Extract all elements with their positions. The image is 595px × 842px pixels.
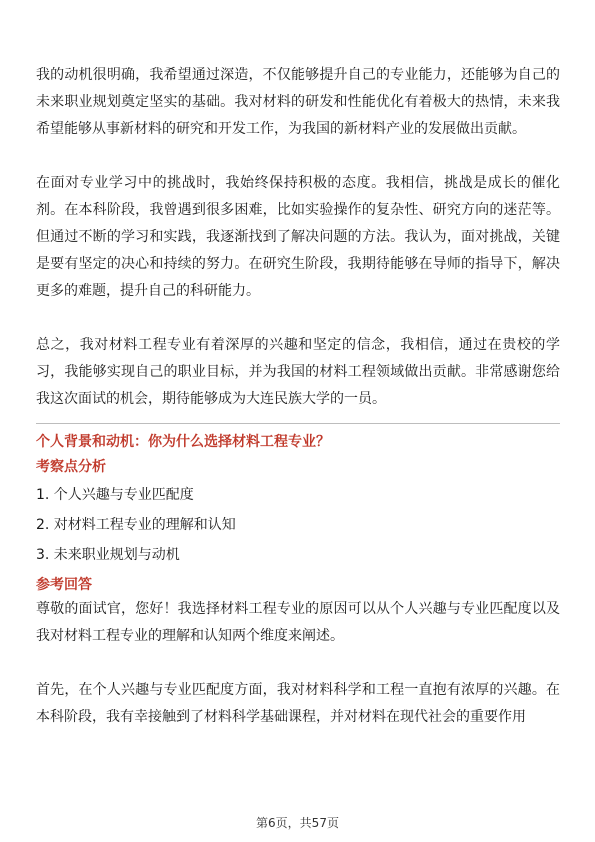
body-paragraph-motivation: 我的动机很明确，我希望通过深造，不仅能够提升自己的专业能力，还能够为自己的未来职业规划奠定坚实的基础。我对材料的研发和性能优化有着极大的热情，未来我希望能够从事新材料的研究和开发工作，为我国的新材料产业的发展做出贡献。 xyxy=(36,67,560,137)
answer-heading: 参考回答 xyxy=(36,577,92,593)
body-paragraph-challenges: 在面对专业学习中的挑战时，我始终保持积极的态度。我相信，挑战是成长的催化剂。在本科阶段，我曾遇到很多困难，比如实验操作的复杂性、研究方向的迷茫等。但通过不断的学习和实践，我逐渐找到了解决问题的方法。我认为，面对挑战，关键是要有坚定的决心和持续的努力。在研究生阶段，我期待能够在导师的指导下，解决更多的难题，提升自己的科研能力。 xyxy=(36,175,560,299)
body-paragraph-conclusion: 总之，我对材料工程专业有着深厚的兴趣和坚定的信念，我相信，通过在贵校的学习，我能够实现自己的职业目标，并为我国的材料工程领域做出贡献。非常感谢您给我这次面试的机会，期待能够成为大连民族大学的一员。 xyxy=(36,337,560,407)
page-content xyxy=(36,62,560,731)
analysis-item: 1. 个人兴趣与专业匹配度 xyxy=(36,487,194,503)
answer-paragraph-first: 首先，在个人兴趣与专业匹配度方面，我对材料科学和工程一直抱有浓厚的兴趣。在本科阶段，我有幸接触到了材料科学基础课程，并对材料在现代社会的重要作用 xyxy=(36,682,560,725)
analysis-heading: 考察点分析 xyxy=(36,459,106,475)
answer-paragraph-intro: 尊敬的面试官，您好！我选择材料工程专业的原因可以从个人兴趣与专业匹配度以及我对材料工程专业的理解和认知两个维度来阐述。 xyxy=(36,601,560,644)
analysis-item: 2. 对材料工程专业的理解和认知 xyxy=(36,517,236,533)
question-title: 个人背景和动机：你为什么选择材料工程专业？ xyxy=(36,434,330,450)
paragraph-gap xyxy=(36,650,560,677)
paragraph-gap xyxy=(36,305,560,332)
analysis-item: 3. 未来职业规划与动机 xyxy=(36,547,180,563)
analysis-list xyxy=(36,480,560,570)
paragraph-gap xyxy=(36,143,560,170)
page-number-footer: 第6页，共57页 xyxy=(256,816,339,830)
section-divider xyxy=(36,423,560,424)
